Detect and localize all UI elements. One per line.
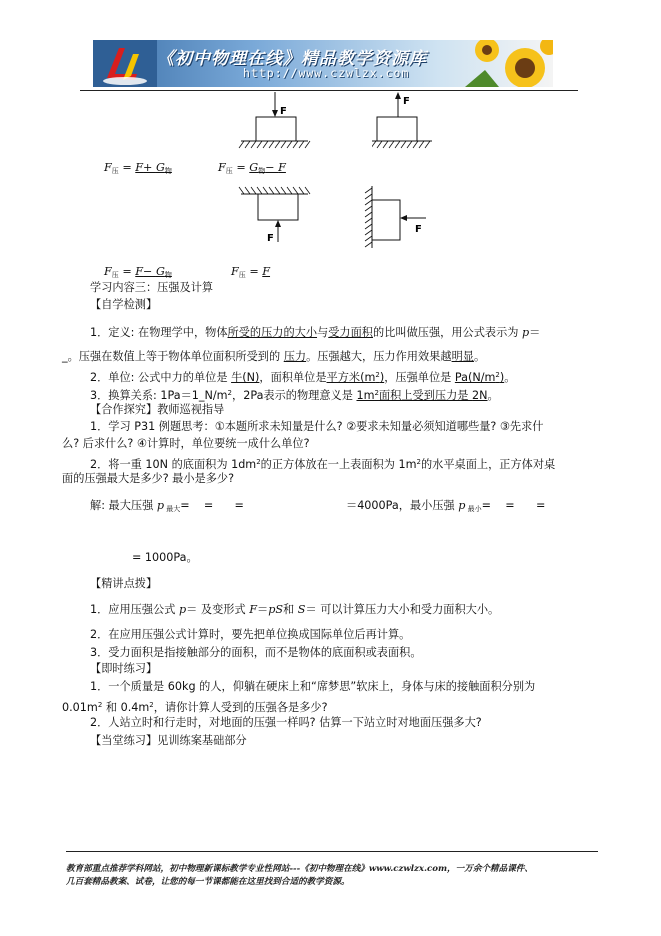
q3-line: 3．换算关系: $1Pa=1\_N/m^2$，2Pa表示的物理意义是 $1m^2$面积上受到压力是 2N。 — [90, 389, 499, 402]
equation-4: $F_压 = F$ — [231, 265, 271, 279]
class-practice-line: 【当堂练习】见训练案基础部分 — [90, 734, 247, 747]
figure-block-pulled-up — [372, 90, 442, 152]
header-title: 《初中物理在线》精品教学资源库 — [157, 49, 427, 69]
coop-heading: 【合作探究】教师巡视指导 — [90, 403, 225, 416]
p2-line: 2．人站立时和行走时，对地面的压强一样吗? 估算一下站立时对地面压强多大? — [90, 716, 482, 729]
q1-line2: _。压强在数值上等于物体单位面积所受到的 压力。压强越大，压力作用效果越明显。 — [62, 350, 486, 363]
k3-line: 3．受力面积是指接触部分的面积，而不是物体的底面积或表面积。 — [90, 646, 422, 659]
footer — [66, 863, 533, 889]
solution-line2: = 1000Pa。 — [132, 551, 198, 564]
k2-line: 2．在应用压强公式计算时，要先把单位换成国际单位后再计算。 — [90, 628, 411, 641]
figure-block-on-ceiling — [236, 186, 312, 248]
section-heading: 学习内容三：压强及计算 — [90, 281, 214, 294]
solution-line1-right: ＝4000Pa，最小压强 p $_{最小}$= = = — [346, 499, 546, 513]
p1-line2: $0.01m^2$ 和 $0.4m^2$，请你计算人受到的压强各是多少? — [62, 701, 328, 714]
equation-3: $F_压 = F- G_物$ — [104, 265, 172, 279]
c1-line1: 1．学习 P31 例题思考：①本题所求未知量是什么? ②要求未知量必须知道哪些量? ③先求什 — [90, 420, 544, 433]
equation-2: $F_压 = G_物- F$ — [218, 161, 286, 175]
header-banner — [93, 40, 553, 87]
footer-divider — [66, 851, 598, 852]
figure-block-pressed-down — [236, 90, 312, 152]
figure-block-on-wall — [360, 182, 436, 252]
header-url[interactable]: http://www.czwlzx.com — [243, 66, 410, 80]
force-label: F — [415, 224, 422, 235]
q1-line1: 1．定义: 在物理学中，物体所受的压力的大小与受力面积的比叫做压强，用公式表示为 p＝ — [90, 326, 541, 339]
header-divider — [80, 90, 578, 91]
force-label: F — [267, 233, 274, 244]
self-test-heading: 【自学检测】 — [90, 298, 158, 311]
equation-1: $F_压 = F+ G_物$ — [104, 161, 172, 175]
footer-line2: 几百套精品教案、试卷，让您的每一节课都能在这里找到合适的教学资源。 — [66, 877, 350, 887]
q2-line: 2．单位: 公式中力的单位是 牛(N)，面积单位是平方米$(m^2)$，压强单位是 $Pa(N/m^2)$。 — [90, 371, 516, 384]
c2-line2: 面的压强最大是多少? 最小是多少? — [62, 472, 235, 485]
sunflower-icon — [465, 40, 553, 87]
force-label: F — [403, 96, 410, 107]
c2-line1: 2．将一重 10N 的底面积为 $1dm^2$的正方体放在一上表面积为 $1m^2$的水平桌面上，正方体对桌 — [90, 458, 556, 471]
p1-line1: 1．一个质量是 60kg 的人，仰躺在硬床上和“席梦思”软床上，身体与床的接触面积分别为 — [90, 680, 536, 693]
key-heading: 【精讲点拨】 — [90, 577, 158, 590]
site-logo-icon — [93, 40, 157, 87]
practice-heading: 【即时练习】 — [90, 662, 158, 675]
k1-line: 1．应用压强公式 p＝ 及变形式 F＝pS和 S＝ 可以计算压力大小和受力面积大小。 — [90, 603, 500, 616]
c1-line2: 么? 后求什么? ④计算时，单位要统一成什么单位? — [62, 437, 310, 450]
force-label: F — [280, 106, 287, 117]
footer-line1: 教育部重点推荐学科网站，初中物理新课标教学专业性网站---《初中物理在线》www.czwlzx.com，一万余个精品课件、 — [66, 864, 533, 874]
solution-line1: 解: 最大压强 p $_{最大}$= = = — [90, 499, 244, 513]
